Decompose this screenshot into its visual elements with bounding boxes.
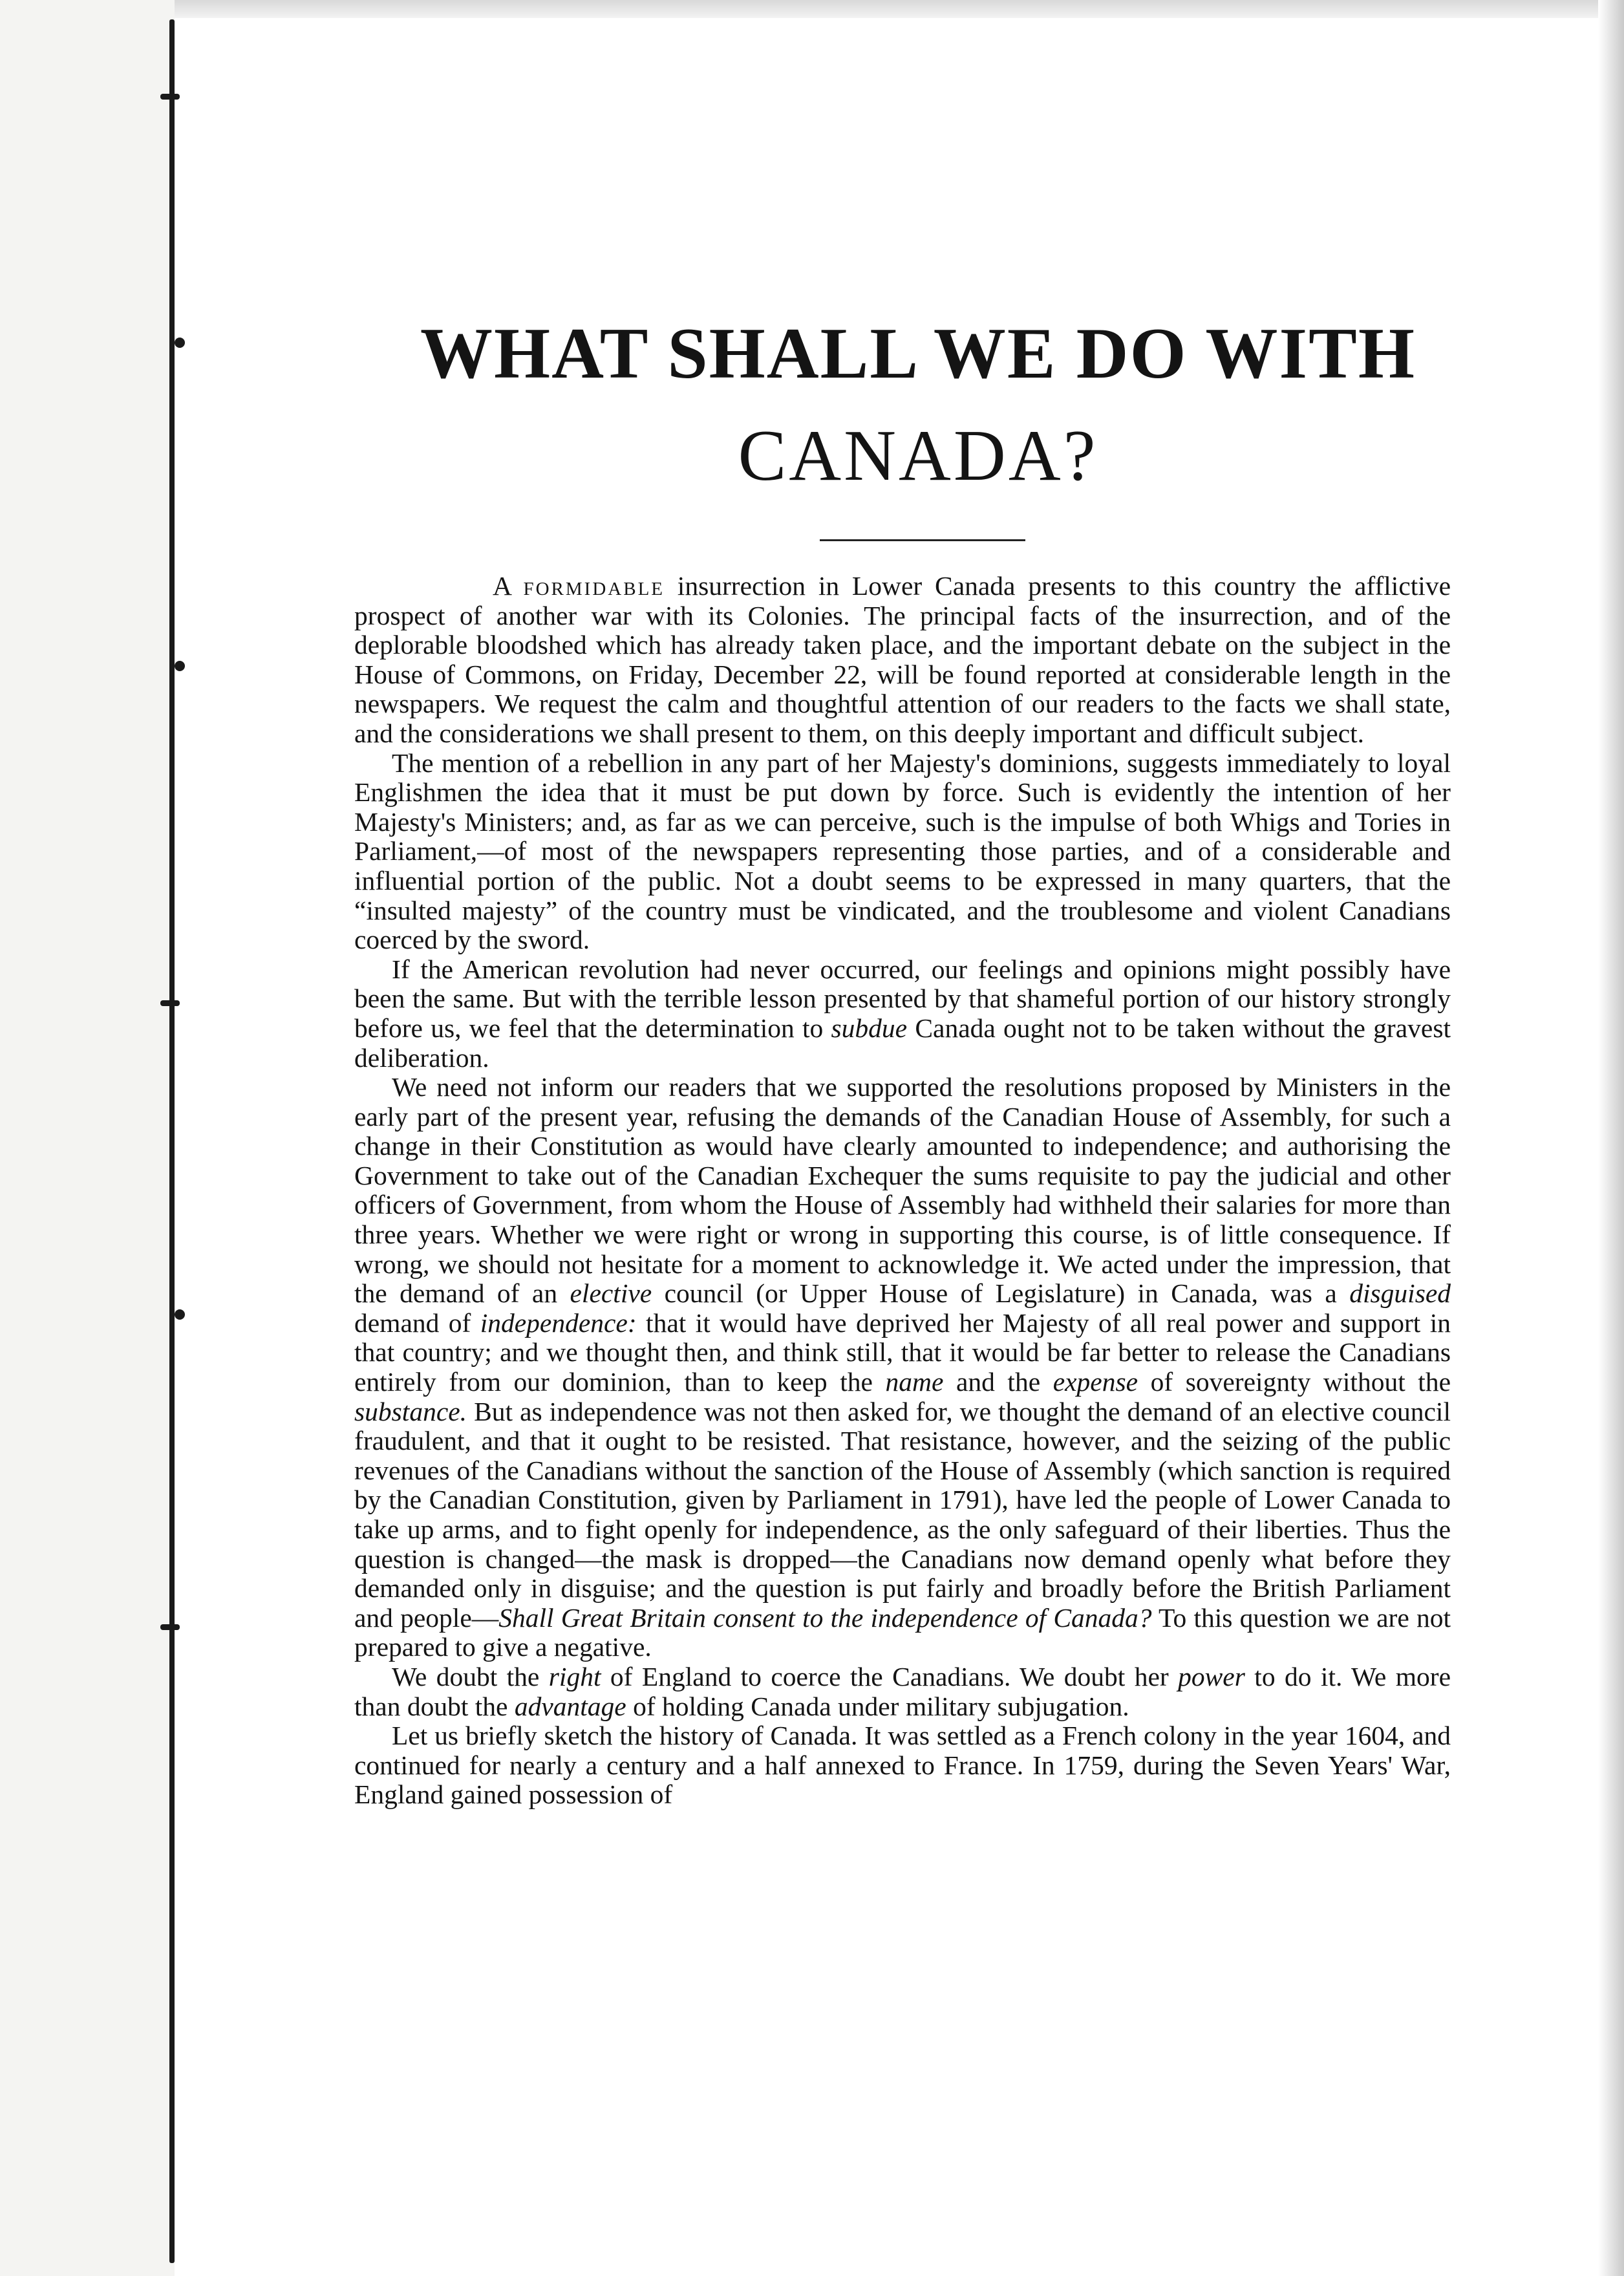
binding-mark	[175, 661, 185, 671]
emphasis-run: power	[1178, 1661, 1245, 1691]
emphasis-run: independence:	[480, 1307, 637, 1338]
title-divider-rule	[820, 539, 1025, 541]
text-run: We doubt the	[392, 1661, 549, 1691]
text-run: of England to coerce the Canadians. We doubt her	[601, 1661, 1179, 1691]
text-run: But as independence was not then asked for, we thought the demand of an elective council fraudulent, and that it ought to be resisted. That resistance, however, and the seizing of the public revenues of the Canadians without the sanction of the House of Assembly (which sanction is required by the Canadian Constitution, given by Parliament in 1791), have led the people of Lower Canada to take up arms, and to fight openly for independence, as the only safeguard of their liberties. Thus the question is changed—the mask is dropped—the Canadians now demand openly what before they demanded only in disguise; and the question is put fairly and broadly before the British Parliament and people—	[354, 1396, 1451, 1633]
text-run: and the	[943, 1367, 1053, 1397]
emphasis-run: disguised	[1349, 1278, 1451, 1309]
emphasis-run: Shall Great Britain consent to the independence of Canada?	[498, 1602, 1152, 1633]
emphasis-run: right	[548, 1661, 601, 1691]
paragraph	[354, 1721, 1451, 1810]
text-run: To this question we are not prepared to give a negative.	[354, 1602, 1451, 1662]
paragraph	[354, 1073, 1451, 1662]
binding-mark	[160, 1624, 180, 1630]
text-run: Let us briefly sketch the history of Canada. It was settled as a French colony in the year 1604, and continued for nearly a century and a half annexed to France. In 1759, during the Seven Years' War, England gained possession of	[354, 1721, 1451, 1810]
paragraph	[354, 1662, 1451, 1721]
emphasis-run: advantage	[514, 1691, 626, 1721]
text-run: insurrection in Lower Canada presents to this country the afflictive prospect of another war with its Colonies. The principal facts of the insurrection, and of the deplorable bloodshed which has already taken place, and the important debate on the subject in the House of Commons, on Friday, December 22, will be found reported at considerable length in the newspapers. We request the calm and thoughtful attention of our readers to the facts we shall state, and the considerations we shall present to them, on this deeply important and difficult subject.	[354, 571, 1451, 748]
title-line-2: CANADA?	[738, 416, 1098, 496]
text-run: of sovereignty without the	[1138, 1367, 1451, 1397]
emphasis-run: subdue	[831, 1013, 908, 1043]
binding-mark	[175, 1309, 185, 1320]
text-run: to do it. We more than doubt the	[354, 1661, 1451, 1721]
text-run: of holding Canada under military subjugation.	[626, 1691, 1129, 1721]
scan-left-margin	[0, 0, 175, 2276]
text-run: Canada ought not to be taken without the gravest deliberation.	[354, 1013, 1451, 1073]
text-run: demand of	[354, 1307, 480, 1338]
binding-line	[169, 19, 175, 2263]
paragraph	[354, 749, 1451, 955]
scan-right-edge	[1598, 0, 1624, 2276]
emphasis-run: substance.	[354, 1396, 467, 1426]
binding-mark	[160, 94, 180, 100]
binding-mark	[160, 1000, 180, 1006]
paragraph	[354, 572, 1451, 749]
binding-mark	[175, 338, 185, 348]
emphasis-run: elective	[570, 1278, 652, 1309]
title-line-1: WHAT SHALL WE DO WITH	[420, 314, 1416, 394]
smallcaps-run: formidable	[523, 571, 665, 601]
article-body	[354, 572, 1451, 1810]
text-run: If the American revolution had never occurred, our feelings and opinions might possibly have been the same. But with the terrible lesson presented by that shameful portion of our history strongly before us, we feel that the determination to	[354, 954, 1451, 1043]
page-title	[362, 303, 1474, 507]
text-run: A	[493, 571, 524, 601]
emphasis-run: expense	[1052, 1367, 1138, 1397]
scan-top-edge	[0, 0, 1624, 18]
emphasis-run: name	[885, 1367, 944, 1397]
paragraph	[354, 955, 1451, 1073]
text-run: We need not inform our readers that we supported the resolutions proposed by Ministers in the early part of the present year, refusing the demands of the Canadian House of Assembly, for such a change in their Constitution as would have clearly amounted to independence; and authorising the Government to take out of the Canadian Exchequer the sums requisite to pay the judicial and other officers of Government, from whom the House of Assembly had withheld their salaries for more than three years. Whether we were right or wrong in supporting this course, is of little consequence. If wrong, we should not hesitate for a moment to acknowledge it. We acted under the impression, that the demand of an	[354, 1072, 1451, 1309]
text-run: that it would have deprived her Majesty of all real power and support in that country; and we thought then, and think still, that it would be far better to release the Canadians entirely from our dominion, than to keep the	[354, 1307, 1451, 1397]
text-run: council (or Upper House of Legislature) in Canada, was a	[652, 1278, 1350, 1309]
text-run: The mention of a rebellion in any part of her Majesty's dominions, suggests immediately to loyal Englishmen the idea that it must be put down by force. Such is evidently the intention of her Majesty's Ministers; and, as far as we can perceive, such is the impulse of both Whigs and Tories in Parliament,—of most of the newspapers representing those parties, and of a considerable and influential portion of the public. Not a doubt seems to be expressed in many quarters, that the “insulted majesty” of the country must be vindicated, and the troublesome and violent Canadians coerced by the sword.	[354, 747, 1451, 955]
